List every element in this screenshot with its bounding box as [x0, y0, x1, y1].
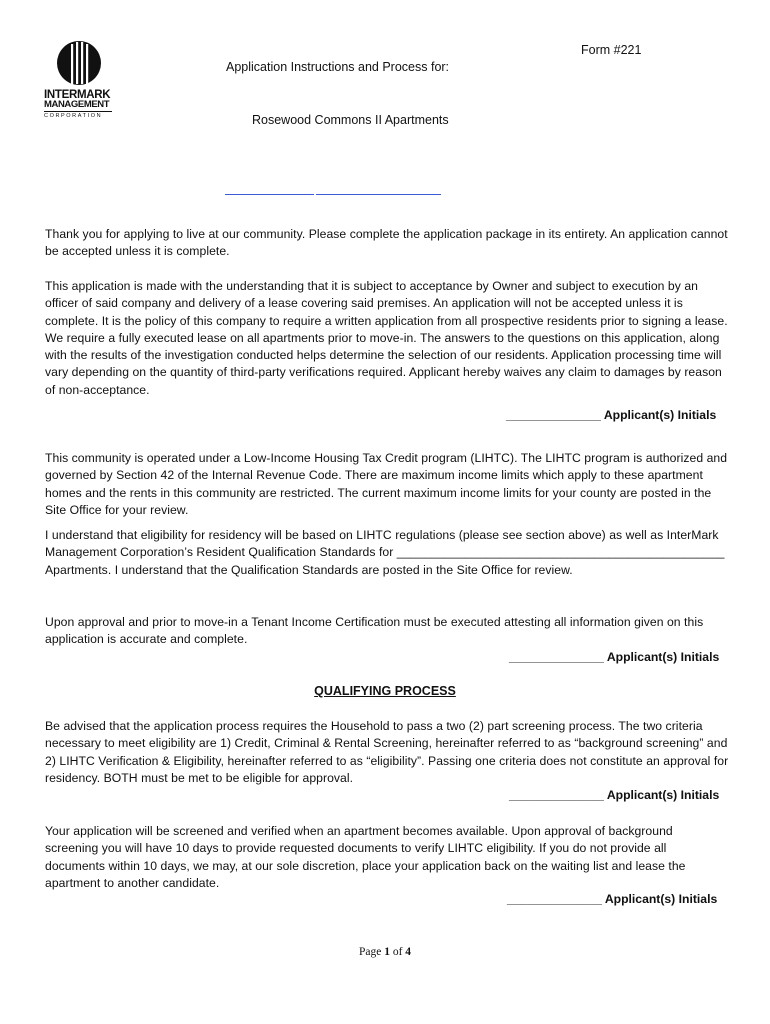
logo-line-3: CORPORATION [44, 113, 103, 119]
logo-line-1: INTERMARK [44, 89, 111, 101]
page-heading: Application Instructions and Process for: [226, 60, 450, 74]
fill-in-line-right[interactable] [316, 194, 441, 195]
screening-paragraph: Be advised that the application process requires the Household to pass a two (2) part screening process. The two criteria necessary to meet eligibility are 1) Credit, Criminal & Rental Screening, hereinafter referred to as “background screening” and 2) LIHTC Verification & Eligibility, hereinafter referred to as “eligibility”. Passing one criteria does not constitute an approval for residency. BOTH must be met to be eligible for approval. [45, 719, 729, 785]
page-current: 1 [384, 946, 390, 958]
applicant-initials-3[interactable]: ______________ Applicant(s) Initials [509, 788, 720, 802]
company-logo [44, 40, 116, 126]
acceptance-paragraph: This application is made with the understanding that it is subject to acceptance by Owner and subject to execution by an officer of said company and delivery of a lease covering said premises. An application will not be accepted unless it is complete. It is the policy of this company to require a written application from all prospective residents prior to signing a lease. We require a fully executed lease on all apartments prior to move-in. The answers to the questions on this application, along with the results of the investigation conducted helps determine the selection of our residents. Application processing time will vary depending on the quantity of third-party verifications required. Applicant hereby waives any claim to damages by reason of non-acceptance. [45, 279, 728, 397]
section-title-qualifying-process: QUALIFYING PROCESS [314, 684, 456, 698]
certification-paragraph: Upon approval and prior to move-in a Tenant Income Certification must be executed attesting all information given on this application is accurate and complete. [45, 615, 704, 647]
applicant-initials-4[interactable]: ______________ Applicant(s) Initials [507, 892, 718, 906]
page-of: of [389, 946, 406, 958]
logo-line-2: MANAGEMENT [44, 99, 110, 110]
eligibility-paragraph: I understand that eligibility for residency will be based on LIHTC regulations (please see section above) as well as InterMark Management Corporation’s Resident Qualification Standards for ________________________________________________ Apartments. I understand that the Qualification Standards are posted in the Site Office for review. [45, 528, 725, 577]
page-number [0, 946, 770, 958]
page-total: 4 [405, 946, 412, 958]
applicant-initials-2[interactable]: ______________ Applicant(s) Initials [509, 650, 720, 664]
fill-in-line-left[interactable] [225, 194, 314, 195]
intro-paragraph: Thank you for applying to live at our community. Please complete the application package in its entirety. An application cannot be accepted unless it is complete. [45, 227, 728, 259]
verification-paragraph: Your application will be screened and verified when an apartment becomes available. Upon approval of background screening you will have 10 days to provide requested documents to verify LIHTC eligibility. If you do not provide all documents within 10 days, we may, at our sole discretion, place your application back on the waiting list and lease the apartment to another candidate. [45, 824, 686, 890]
property-name: Rosewood Commons II Apartments [252, 113, 449, 127]
applicant-initials-1[interactable]: ______________ Applicant(s) Initials [506, 408, 717, 422]
form-number: Form #221 [581, 43, 642, 57]
page-prefix: Page [358, 946, 385, 958]
lihtc-paragraph: This community is operated under a Low-Income Housing Tax Credit program (LIHTC). The LIHTC program is authorized and governed by Section 42 of the Internal Revenue Code. There are maximum income limits which apply to these apartment homes and the rents in this community are restricted. The current maximum income limits for your county are posted in the Site Office for your review. [45, 451, 728, 517]
logo-divider [44, 111, 112, 112]
